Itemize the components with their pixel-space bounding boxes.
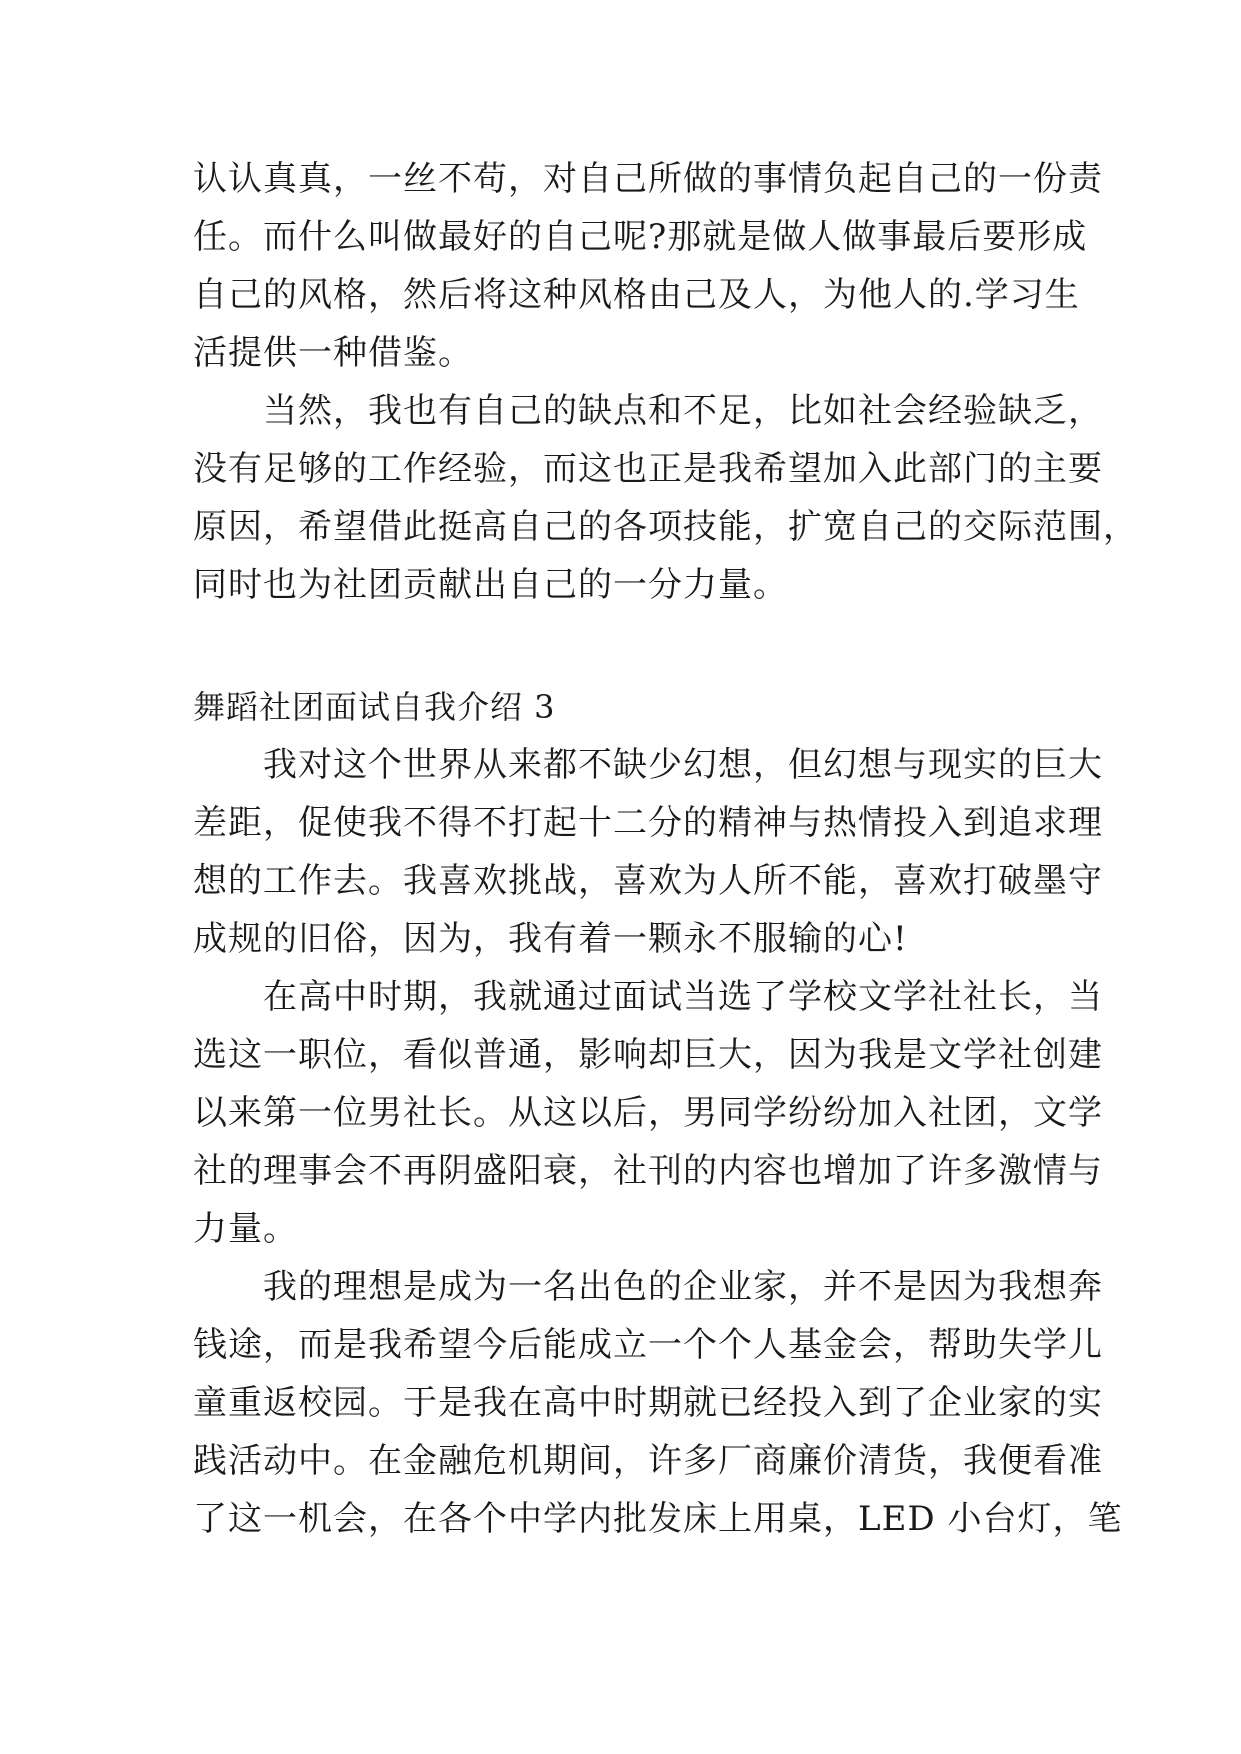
text-line: 活提供一种借鉴。 (193, 333, 473, 373)
text-line: 任。而什么叫做最好的自己呢?那就是做人做事最后要形成 (193, 217, 1088, 257)
document-body (193, 150, 1138, 1548)
text-line: 社的理事会不再阴盛阳衰，社刊的内容也增加了许多激情与 (193, 1151, 1103, 1191)
paragraph-block-2 (193, 736, 1123, 1548)
text-line: 以来第一位男社长。从这以后，男同学纷纷加入社团，文学 (193, 1093, 1103, 1133)
text-line: 自己的风格，然后将这种风格由己及人，为他人的.学习生 (193, 275, 1080, 315)
text-line: 在高中时期，我就通过面试当选了学校文学社社长，当 (193, 977, 1103, 1017)
text-line: 没有足够的工作经验，而这也正是我希望加入此部门的主要 (193, 449, 1103, 489)
text-line: 成规的旧俗，因为，我有着一颗永不服输的心! (193, 919, 908, 959)
text-line: 想的工作去。我喜欢挑战，喜欢为人所不能，喜欢打破墨守 (193, 861, 1103, 901)
text-line: 认认真真，一丝不苟，对自己所做的事情负起自己的一份责 (193, 159, 1103, 199)
text-line: 原因，希望借此挺高自己的各项技能，扩宽自己的交际范围， (193, 507, 1138, 547)
text-line: 我对这个世界从来都不缺少幻想，但幻想与现实的巨大 (193, 745, 1103, 785)
text-line: 选这一职位，看似普通，影响却巨大，因为我是文学社创建 (193, 1035, 1103, 1075)
text-line: 了这一机会，在各个中学内批发床上用桌，LED 小台灯，笔 (193, 1499, 1123, 1539)
text-line: 当然，我也有自己的缺点和不足，比如社会经验缺乏， (193, 391, 1103, 431)
text-line: 力量。 (193, 1209, 298, 1249)
paragraph-block-1 (193, 150, 1138, 614)
section-gap (193, 614, 1053, 678)
text-line: 差距，促使我不得不打起十二分的精神与热情投入到追求理 (193, 803, 1103, 843)
text-line: 钱途，而是我希望今后能成立一个个人基金会，帮助失学儿 (193, 1325, 1103, 1365)
section-heading: 舞蹈社团面试自我介绍 3 (193, 688, 556, 726)
text-line: 童重返校园。于是我在高中时期就已经投入到了企业家的实 (193, 1383, 1103, 1423)
text-line: 我的理想是成为一名出色的企业家，并不是因为我想奔 (193, 1267, 1103, 1307)
text-line: 同时也为社团贡献出自己的一分力量。 (193, 565, 788, 605)
text-line: 践活动中。在金融危机期间，许多厂商廉价清货，我便看准 (193, 1441, 1103, 1481)
